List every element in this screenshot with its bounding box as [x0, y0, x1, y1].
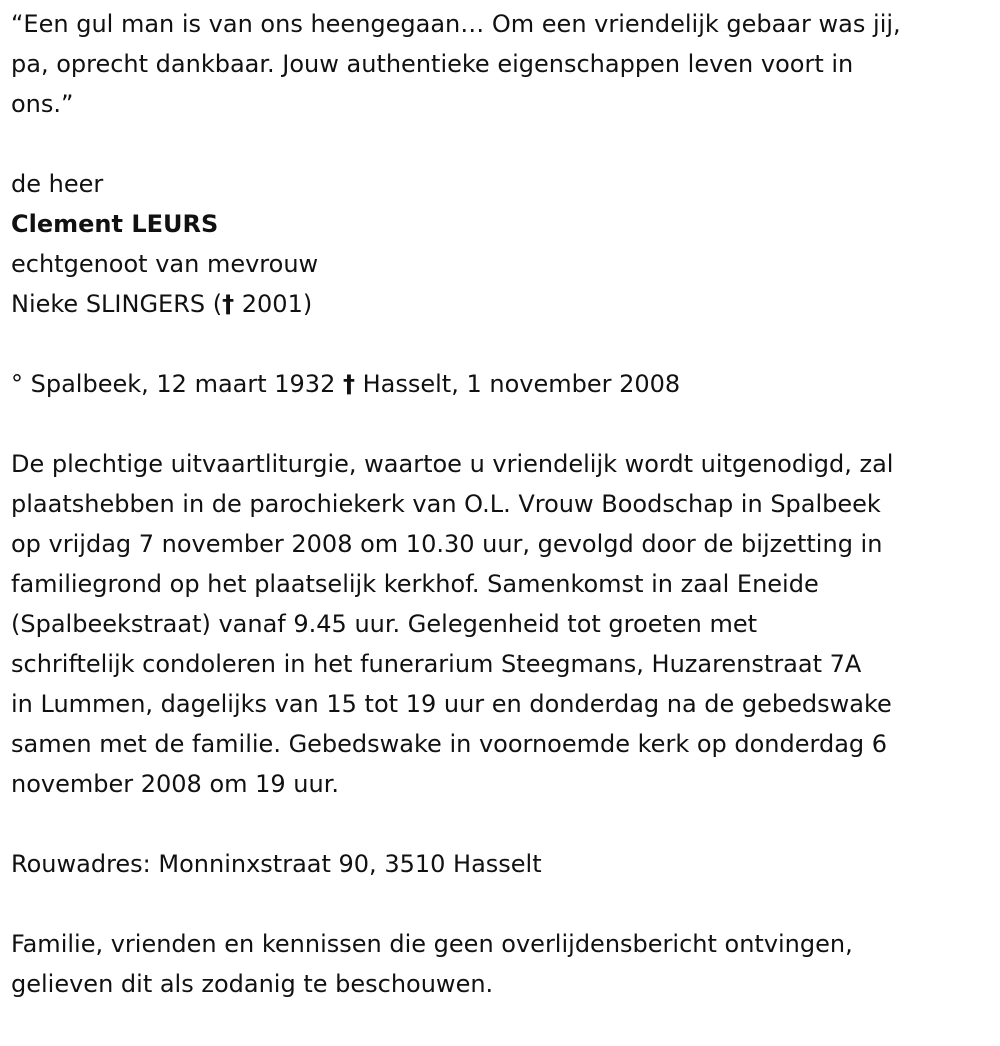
cross-icon: † [342, 370, 355, 398]
spacer [11, 124, 996, 164]
spouse-name: Nieke SLINGERS ( [11, 290, 223, 318]
ceremony-line-3: op vrijdag 7 november 2008 om 10.30 uur, gevolgd door de bijzetting in [11, 530, 883, 558]
honorific: de heer [11, 170, 104, 198]
ceremony-line-6: schriftelijk condoleren in het funerarium Steegmans, Huzarenstraat 7A [11, 650, 862, 678]
notice-paragraph [11, 924, 996, 1004]
spacer [11, 404, 996, 444]
ceremony-paragraph [11, 444, 996, 804]
ceremony-line-7: in Lummen, dagelijks van 15 tot 19 uur en donderdag na de gebedswake [11, 690, 892, 718]
ceremony-line-9: november 2008 om 19 uur. [11, 770, 340, 798]
dates-block [11, 364, 996, 404]
deceased-name: Clement LEURS [11, 210, 219, 238]
spouse-death-year: 2001) [234, 290, 313, 318]
ceremony-line-5: (Spalbeekstraat) vanaf 9.45 uur. Gelegenheid tot groeten met [11, 610, 758, 638]
quote-paragraph [11, 4, 996, 124]
notice-line-1: Familie, vrienden en kennissen die geen overlijdensbericht ontvingen, [11, 930, 853, 958]
death-details: Hasselt, 1 november 2008 [354, 370, 681, 398]
spouse-intro: echtgenoot van mevrouw [11, 250, 319, 278]
quote-line-2: pa, oprecht dankbaar. Jouw authentieke eigenschappen leven voort in [11, 50, 854, 78]
cross-icon: † [222, 290, 235, 318]
birth-symbol-icon: ° [11, 370, 23, 398]
ceremony-line-2: plaatshebben in de parochiekerk van O.L. Vrouw Boodschap in Spalbeek [11, 490, 881, 518]
ceremony-line-8: samen met de familie. Gebedswake in voornoemde kerk op donderdag 6 [11, 730, 888, 758]
notice-line-2: gelieven dit als zodanig te beschouwen. [11, 970, 494, 998]
spouse-line [11, 284, 996, 324]
birth-details: Spalbeek, 12 maart 1932 [23, 370, 343, 398]
spacer [11, 804, 996, 844]
quote-line-1: “Een gul man is van ons heengegaan… Om een vriendelijk gebaar was jij, [11, 10, 901, 38]
ceremony-line-1: De plechtige uitvaartliturgie, waartoe u vriendelijk wordt uitgenodigd, zal [11, 450, 894, 478]
address-block [11, 844, 996, 884]
quote-line-3: ons.” [11, 90, 74, 118]
ceremony-line-4: familiegrond op het plaatselijk kerkhof. Samenkomst in zaal Eneide [11, 570, 819, 598]
obituary-document [11, 4, 996, 1004]
spacer [11, 324, 996, 364]
mourning-address: Rouwadres: Monninxstraat 90, 3510 Hasselt [11, 850, 542, 878]
spacer [11, 884, 996, 924]
dates-line [11, 364, 996, 404]
deceased-block [11, 164, 996, 324]
